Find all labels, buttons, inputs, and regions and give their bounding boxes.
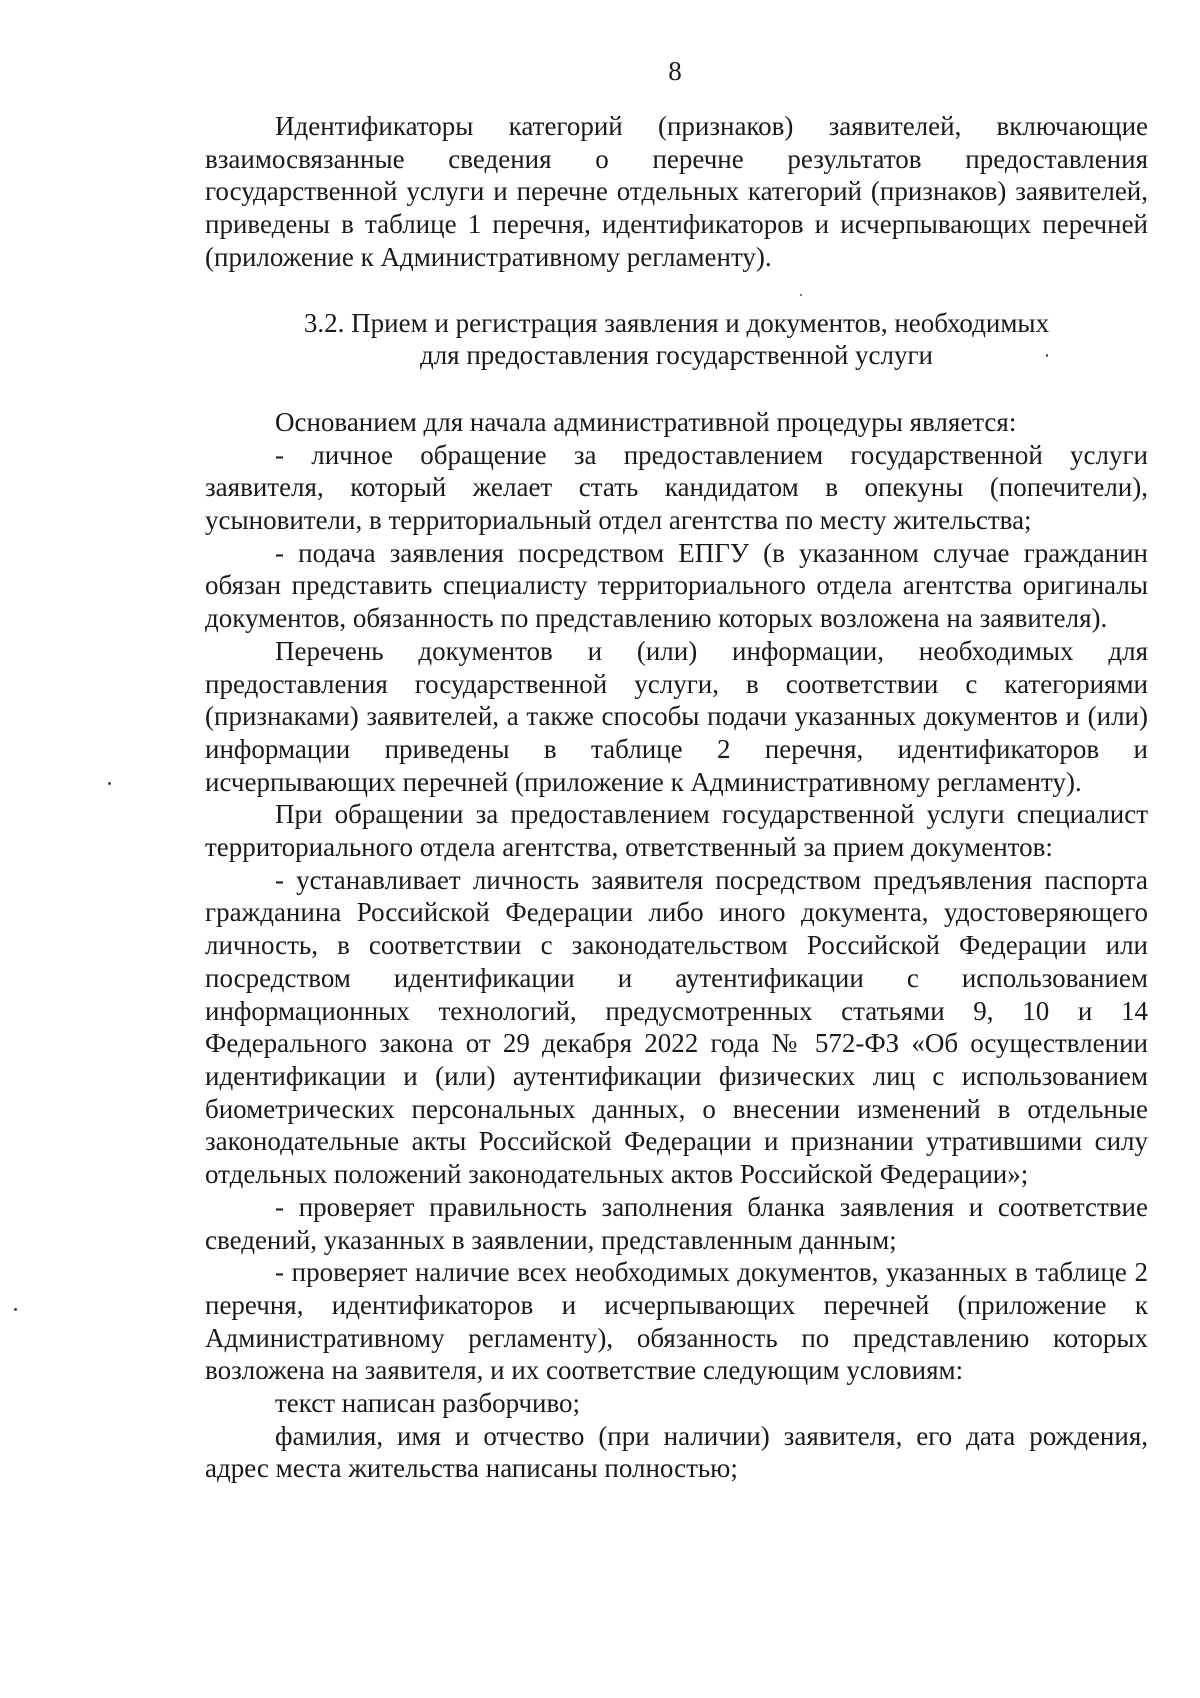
section-heading — [205, 307, 1148, 372]
scan-speck — [14, 1308, 17, 1311]
paragraph-specialist-duties: При обращении за предоставлением государственной услуги специалист территориального отдела агентства, ответственный за прием документов: — [205, 799, 1148, 863]
scan-speck — [1046, 354, 1048, 357]
list-item-epgu-application: - подача заявления посредством ЕПГУ (в указанном случае гражданин обязан представить специалисту территориального отдела агентства оригиналы документов, обязанность по представлению которых возложена на заявителя). — [205, 537, 1148, 634]
list-item-identity-check: - устанавливает личность заявителя посредством предъявления паспорта гражданина Российской Федерации либо иного документа, удостоверяющего личность, в соответствии с законодательством Российской Федерации или посредством идентификации и аутентификации с использованием информационных технологий, предусмотренных статьями 9, 10 и 14 Федерального закона от 29 декабря 2022 года № 572-ФЗ «Об осуществлении идентификации и (или) аутентификации физических лиц с использованием биометрических персональных данных, о внесении изменений в отдельные законодательные акты Российской Федерации и признании утратившими силу отдельных положений законодательных актов Российской Федерации»; — [205, 864, 1148, 1190]
list-item-personal-appeal: - личное обращение за предоставлением государственной услуги заявителя, который желает стать кандидатом в опекуны (попечители), усыновители, в территориальный отдел агентства по месту жительства; — [205, 439, 1148, 536]
condition-full-name: фамилия, имя и отчество (при наличии) заявителя, его дата рождения, адрес места жительства написаны полностью; — [205, 1420, 1148, 1484]
paragraph-basis: Основанием для начала административной процедуры является: — [275, 406, 1017, 437]
section-heading-line-2: для предоставления государственной услуги — [419, 340, 934, 371]
condition-legible-text: текст написан разборчиво; — [275, 1388, 581, 1419]
paragraph-document-list: Перечень документов и (или) информации, необходимых для предоставления государственной услуги, в соответствии с категориями (признаками) заявителей, а также способы подачи указанных документов и (или) информации приведены в таблице 2 перечня, идентификаторов и исчерпывающих перечней (приложение к Административному регламенту). — [205, 635, 1148, 797]
list-item-form-check: - проверяет правильность заполнения бланка заявления и соответствие сведений, указанных в заявлении, представленным данным; — [205, 1191, 1148, 1255]
scan-speck — [800, 294, 802, 296]
intro-paragraph: Идентификаторы категорий (признаков) заявителей, включающие взаимосвязанные сведения о перечне результатов предоставления государственной услуги и перечне отдельных категорий (признаков) заявителей, приведены в таблице 1 перечня, идентификаторов и исчерпывающих перечней (приложение к Административному регламенту). — [205, 111, 1148, 272]
document-body — [205, 110, 1148, 1485]
list-item-documents-check: - проверяет наличие всех необходимых документов, указанных в таблице 2 перечня, идентификаторов и исчерпывающих перечней (приложение к Административному регламенту), обязанность по представлению которых возложена на заявителя, и их соответствие следующим условиям: — [205, 1257, 1148, 1386]
page-number: 8 — [668, 56, 682, 86]
section-heading-line-1: 3.2. Прием и регистрация заявления и документов, необходимых — [303, 307, 1050, 338]
scan-speck — [108, 782, 111, 785]
